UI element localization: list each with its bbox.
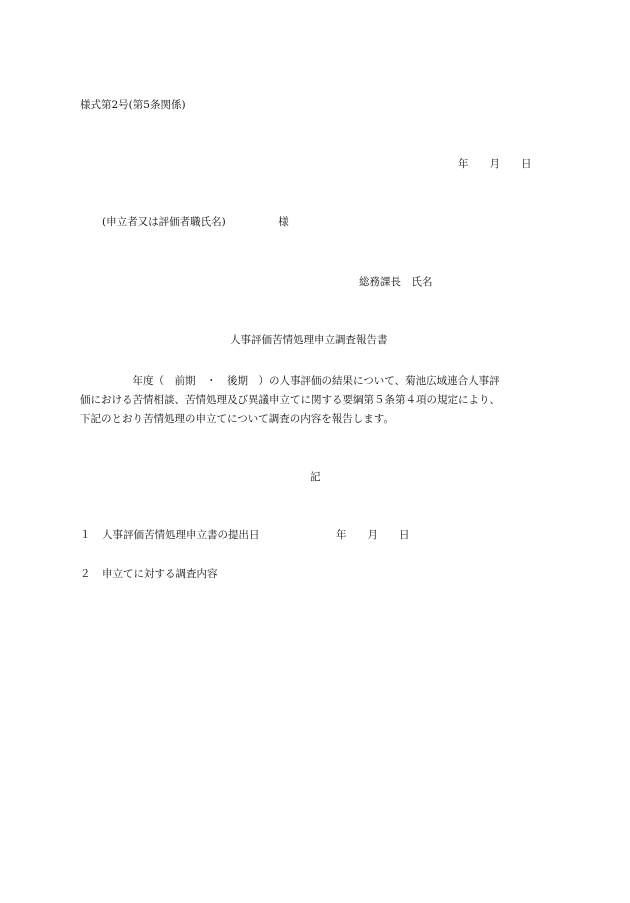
body-line: 年度（ 前期 ・ 後期 ）の人事評価の結果について、菊池広域連合人事評 — [80, 375, 500, 387]
body-line: 価における苦情相談、苦情処理及び異議申立てに関する要綱第５条第４項の規定により、 — [80, 394, 500, 406]
item-2-number: ２ — [80, 568, 91, 580]
body-line: 下記のとおり苦情処理の申立てについて調査の内容を報告します。 — [80, 413, 394, 425]
document-title: 人事評価苦情処理申立調査報告書 — [230, 334, 388, 346]
form-number-label: 様式第2号(第5条関係) — [80, 99, 186, 111]
body-paragraph — [80, 372, 550, 429]
item-2-label: 申立てに対する調査内容 — [102, 568, 218, 580]
ki-heading: 記 — [310, 471, 321, 483]
sender-line: 総務課長 氏名 — [359, 276, 433, 288]
item-1-date: 年 月 日 — [336, 529, 410, 541]
item-1-number: １ — [80, 529, 91, 541]
addressee-line: (申立者又は評価者職氏名) 様 — [102, 216, 289, 228]
report-date: 年 月 日 — [458, 158, 532, 170]
item-1-label: 人事評価苦情処理申立書の提出日 — [102, 529, 260, 541]
